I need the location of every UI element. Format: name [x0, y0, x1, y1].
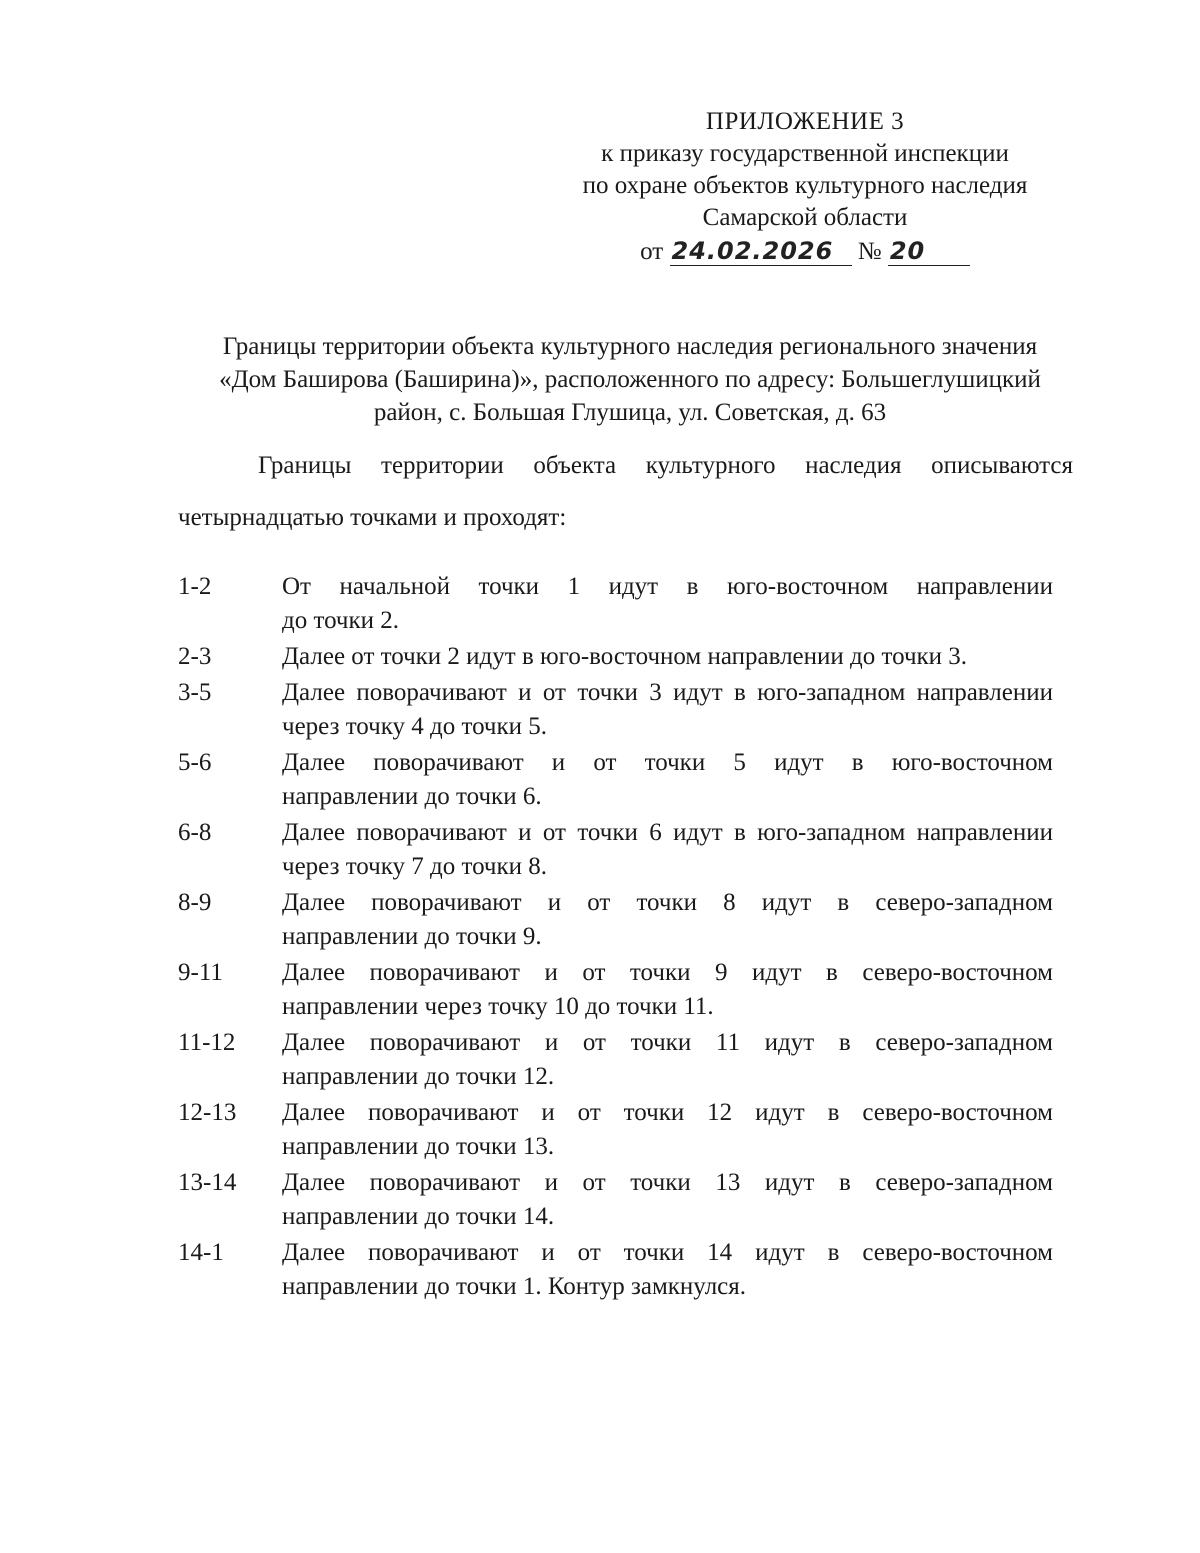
segment-code: 11-12 — [178, 1029, 236, 1056]
segment-text-line-2: до точки 2. — [282, 607, 400, 634]
segment-text-line-1: Далее поворачивают и от точки 13 идут в северо-западном — [282, 1169, 1053, 1196]
segment-description — [282, 640, 1053, 674]
handwritten-date: 24.02.2026 — [670, 237, 852, 266]
segment-description — [282, 746, 1053, 814]
intro-line-2: четырнадцатью точками и проходят: — [178, 504, 567, 531]
segment-description — [282, 1026, 1053, 1094]
segment-code: 6-8 — [178, 819, 212, 846]
list-item — [178, 816, 1053, 884]
segment-code: 9-11 — [178, 959, 223, 986]
from-label: от — [640, 238, 664, 265]
segment-text-line-2: направлении до точки 12. — [282, 1063, 555, 1090]
segment-code: 2-3 — [178, 643, 212, 670]
number-label: № — [857, 238, 882, 265]
appendix-number: ПРИЛОЖЕНИЕ 3 — [705, 108, 905, 135]
segment-text-line-1: Далее поворачивают и от точки 11 идут в северо-западном — [282, 1029, 1053, 1056]
segment-text-line-2: направлении до точки 13. — [282, 1133, 555, 1160]
list-item — [178, 746, 1053, 814]
segment-code: 1-2 — [178, 573, 212, 600]
header-line-2: к приказу государственной инспекции — [601, 140, 1009, 167]
list-item — [178, 1166, 1053, 1234]
segment-text-line-1: Далее поворачивают и от точки 5 идут в юго-восточном — [282, 749, 1053, 776]
list-item — [178, 1236, 1053, 1304]
list-item — [178, 570, 1053, 638]
segment-description — [282, 676, 1053, 744]
segment-description — [282, 1236, 1053, 1304]
segment-text-line-2: направлении до точки 1. Контур замкнулся. — [282, 1273, 747, 1300]
segment-text-line-1: От начальной точки 1 идут в юго-восточном направлении — [282, 573, 1053, 600]
segment-text-line-1: Далее поворачивают и от точки 9 идут в северо-восточном — [282, 959, 1053, 986]
list-item — [178, 1096, 1053, 1164]
header-line-3: по охране объектов культурного наследия — [582, 172, 1028, 199]
boundary-segments-list — [178, 570, 1053, 1306]
segment-description — [282, 886, 1053, 954]
list-item — [178, 640, 1053, 674]
segment-description — [282, 1096, 1053, 1164]
appendix-header — [560, 106, 1050, 268]
segment-code: 8-9 — [178, 889, 212, 916]
intro-line-1: Границы территории объекта культурного наследия описываются — [258, 452, 1073, 479]
segment-text-line-2: направлении до точки 6. — [282, 783, 542, 810]
segment-text-line-2: через точку 4 до точки 5. — [282, 713, 548, 740]
handwritten-number: 20 — [888, 237, 970, 266]
header-line-4: Самарской области — [702, 204, 908, 231]
segment-code: 5-6 — [178, 749, 212, 776]
segment-code: 14-1 — [178, 1239, 224, 1266]
segment-text-line-1: Далее поворачивают и от точки 3 идут в юго-западном направлении — [282, 679, 1053, 706]
segment-description — [282, 956, 1053, 1024]
segment-text-line-1: Далее от точки 2 идут в юго-восточном направлении до точки 3. — [282, 643, 968, 670]
segment-text-line-2: направлении до точки 9. — [282, 923, 542, 950]
title-line-2: «Дом Баширова (Баширина)», расположенного по адресу: Большеглушицкий — [219, 366, 1041, 393]
segment-code: 3-5 — [178, 679, 212, 706]
segment-text-line-2: через точку 7 до точки 8. — [282, 853, 548, 880]
title-line-3: район, с. Большая Глушица, ул. Советская, д. 63 — [373, 399, 887, 426]
segment-text-line-1: Далее поворачивают и от точки 12 идут в северо-восточном — [282, 1099, 1053, 1126]
list-item — [178, 886, 1053, 954]
segment-code: 13-14 — [178, 1169, 237, 1196]
order-date-number-row — [560, 236, 1050, 268]
segment-description — [282, 1166, 1053, 1234]
segment-text-line-1: Далее поворачивают и от точки 14 идут в северо-восточном — [282, 1239, 1053, 1266]
segment-text-line-2: направлении до точки 14. — [282, 1203, 555, 1230]
document-title — [150, 330, 1110, 429]
title-line-1: Границы территории объекта культурного наследия регионального значения — [222, 333, 1038, 360]
list-item — [178, 1026, 1053, 1094]
segment-code: 12-13 — [178, 1099, 237, 1126]
list-item — [178, 956, 1053, 1024]
segment-text-line-1: Далее поворачивают и от точки 8 идут в северо-западном — [282, 889, 1053, 916]
list-item — [178, 676, 1053, 744]
segment-description — [282, 816, 1053, 884]
intro-paragraph — [178, 450, 1073, 534]
segment-text-line-2: направлении через точку 10 до точки 11. — [282, 993, 714, 1020]
segment-description — [282, 570, 1053, 638]
segment-text-line-1: Далее поворачивают и от точки 6 идут в юго-западном направлении — [282, 819, 1053, 846]
